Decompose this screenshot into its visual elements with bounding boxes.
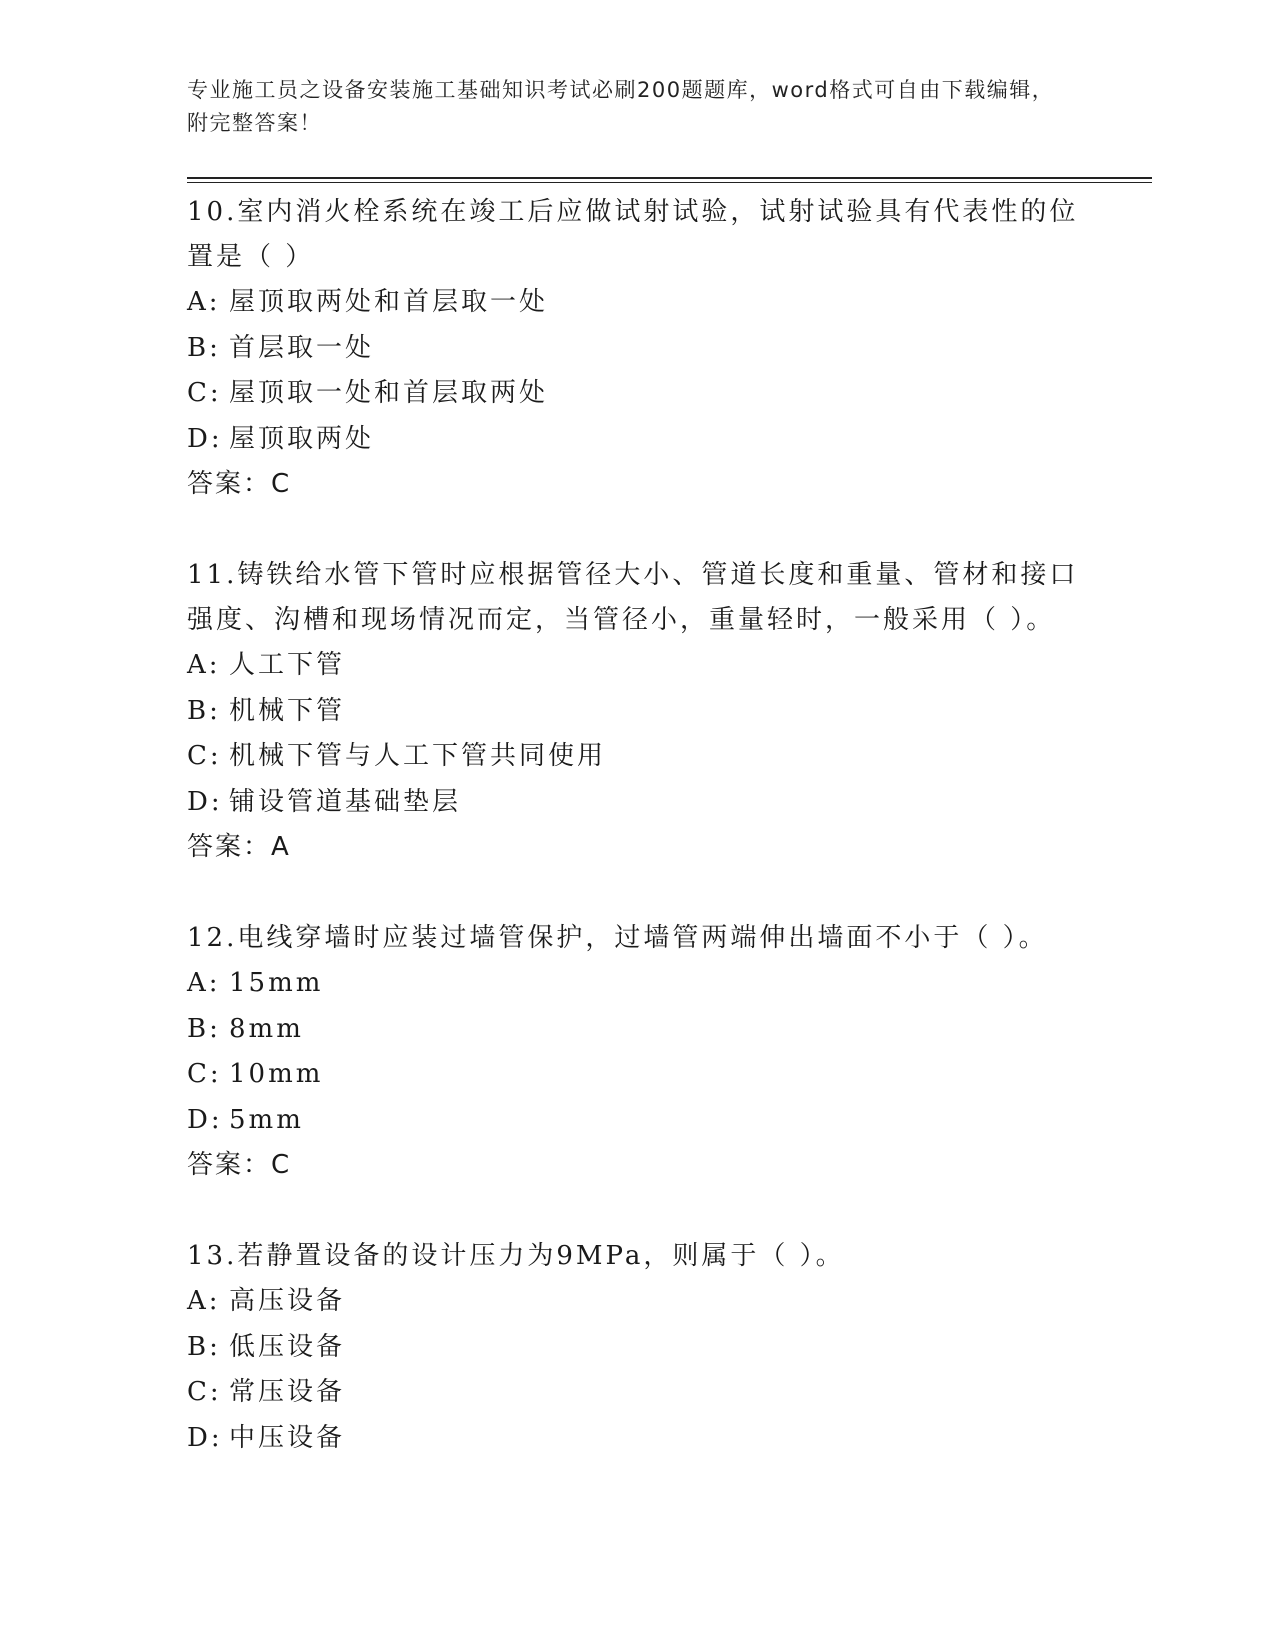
option-a [187,643,1087,689]
option-text: 屋顶取一处和首层取两处 [229,378,549,408]
option-text: 机械下管与人工下管共同使用 [229,741,607,771]
question-list [187,190,1087,1507]
option-key: D: [187,423,223,454]
option-text: 低压设备 [229,1331,346,1362]
option-text: 首层取一处 [229,332,375,363]
option-c [187,1370,1087,1416]
option-key: A: [187,287,221,317]
option-d [187,417,1087,463]
option-text: 屋顶取两处 [229,423,375,454]
option-text: 中压设备 [229,1422,346,1453]
option-text: 铺设管道基础垫层 [229,786,462,817]
option-text: 5mm [229,1104,304,1135]
option-key: D: [187,786,223,817]
question-stem: 10.室内消火栓系统在竣工后应做试射试验，试射试验具有代表性的位置是（ ） [187,197,1079,272]
question-stem: 13.若静置设备的设计压力为9MPa，则属于（ ）。 [187,1241,845,1271]
option-key: C: [187,378,222,408]
question-stem: 12.电线穿墙时应装过墙管保护，过墙管两端伸出墙面不小于（ ）。 [187,923,1048,953]
document-header: 专业施工员之设备安装施工基础知识考试必刷200题题库，word格式可自由下载编辑，附完整答案！ [187,78,1055,135]
option-text: 机械下管 [229,695,346,726]
option-text: 常压设备 [229,1377,346,1407]
option-key: A: [187,968,221,998]
option-a [187,1279,1087,1325]
option-b [187,1325,1087,1371]
option-b [187,689,1087,735]
question-12 [187,916,1087,1188]
option-d [187,1098,1087,1144]
option-text: 10mm [229,1059,324,1089]
option-d [187,1416,1087,1462]
option-b [187,326,1087,372]
option-key: C: [187,1059,222,1089]
answer-line: 答案：C [187,469,292,499]
option-text: 人工下管 [229,650,346,680]
question-10 [187,190,1087,507]
option-key: B: [187,1331,221,1362]
option-c [187,1052,1087,1098]
option-text: 8mm [229,1013,304,1044]
question-13 [187,1234,1087,1461]
header-rule-thick [187,177,1152,179]
option-key: B: [187,1013,221,1044]
option-a [187,280,1087,326]
option-d [187,780,1087,826]
option-key: C: [187,1377,222,1407]
option-key: A: [187,1286,221,1316]
option-b [187,1007,1087,1053]
option-a [187,961,1087,1007]
option-c [187,371,1087,417]
option-key: D: [187,1422,223,1453]
option-key: C: [187,741,222,771]
question-stem: 11.铸铁给水管下管时应根据管径大小、管道长度和重量、管材和接口强度、沟槽和现场情况而定，当管径小，重量轻时，一般采用（ ）。 [187,560,1079,635]
option-text: 15mm [229,968,324,998]
answer-line: 答案：C [187,1150,292,1180]
option-text: 高压设备 [229,1286,346,1316]
option-key: D: [187,1104,223,1135]
option-text: 屋顶取两处和首层取一处 [229,287,549,317]
answer-line: 答案：A [187,832,291,862]
question-11 [187,553,1087,870]
option-key: B: [187,695,221,726]
option-key: A: [187,650,221,680]
option-key: B: [187,332,221,363]
header-rule-thin [187,182,1152,183]
option-c [187,734,1087,780]
